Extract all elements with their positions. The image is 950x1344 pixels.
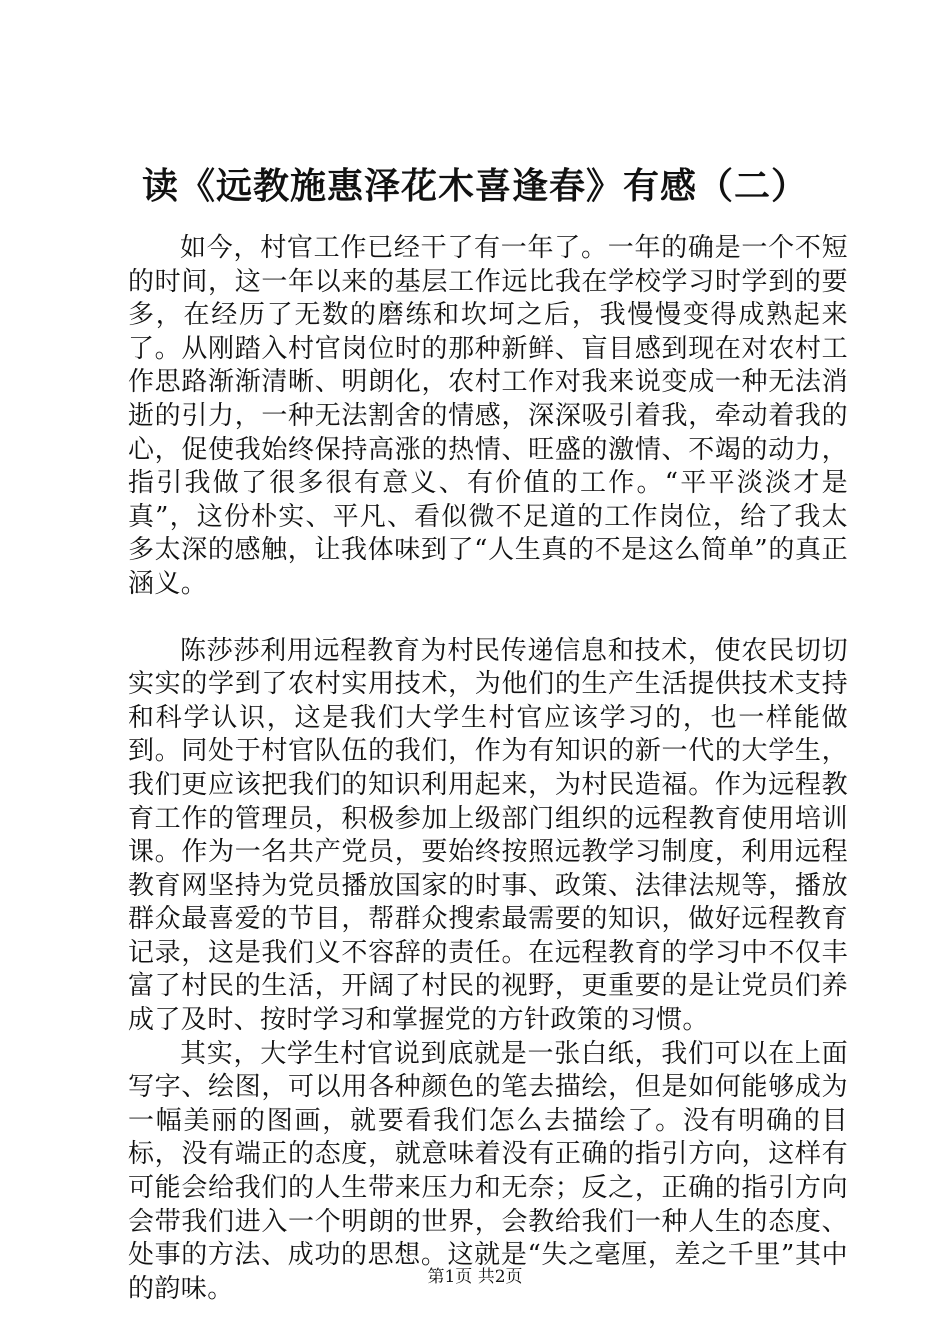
page-number-footer: 第1页 共2页 [427,1267,523,1287]
document-body [128,232,848,1306]
paragraph-3: 其实，大学生村官说到底就是一张白纸，我们可以在上面写字、绘图，可以用各种颜色的笔去描绘，但是如何能够成为一幅美丽的图画，就要看我们怎么去描绘了。没有明确的目标，没有端正的态度，就意味着没有正确的指引方向，这样有可能会给我们的人生带来压力和无奈；反之，正确的指引方向会带我们进入一个明朗的世界，会教给我们一种人生的态度、处事的方法、成功的思想。这就是“失之毫厘，差之千里”其中的韵味。 [128,1038,848,1304]
paragraph-2: 陈莎莎利用远程教育为村民传递信息和技术，使农民切切实实的学到了农村实用技术，为他们的生产生活提供技术支持和科学认识，这是我们大学生村官应该学习的，也一样能做到。同处于村官队伍的我们，作为有知识的新一代的大学生，我们更应该把我们的知识利用起来，为村民造福。作为远程教育工作的管理员，积极参加上级部门组织的远程教育使用培训课。作为一名共产党员，要始终按照远教学习制度，利用远程教育网坚持为党员播放国家的时事、政策、法律法规等，播放群众最喜爱的节目，帮群众搜索最需要的知识，做好远程教育记录，这是我们义不容辞的责任。在远程教育的学习中不仅丰富了村民的生活，开阔了村民的视野，更重要的是让党员们养成了及时、按时学习和掌握党的方针政策的习惯。 [128,635,848,1036]
document-title: 读《远教施惠泽花木喜逢春》有感（二） [141,165,808,207]
paragraph-1: 如今，村官工作已经干了有一年了。一年的确是一个不短的时间，这一年以来的基层工作远比我在学校学习时学到的要多，在经历了无数的磨练和坎坷之后，我慢慢变得成熟起来了。从刚踏入村官岗位时的那种新鲜、盲目感到现在对农村工作思路渐渐清晰、明朗化，农村工作对我来说变成一种无法消逝的引力，一种无法割舍的情感，深深吸引着我，牵动着我的心，促使我始终保持高涨的热情、旺盛的激情、不竭的动力，指引我做了很多很有意义、有价值的工作。“平平淡淡才是真”，这份朴实、平凡、看似微不足道的工作岗位，给了我太多太深的感触，让我体味到了“人生真的不是这么简单”的真正涵义。 [128,233,848,599]
